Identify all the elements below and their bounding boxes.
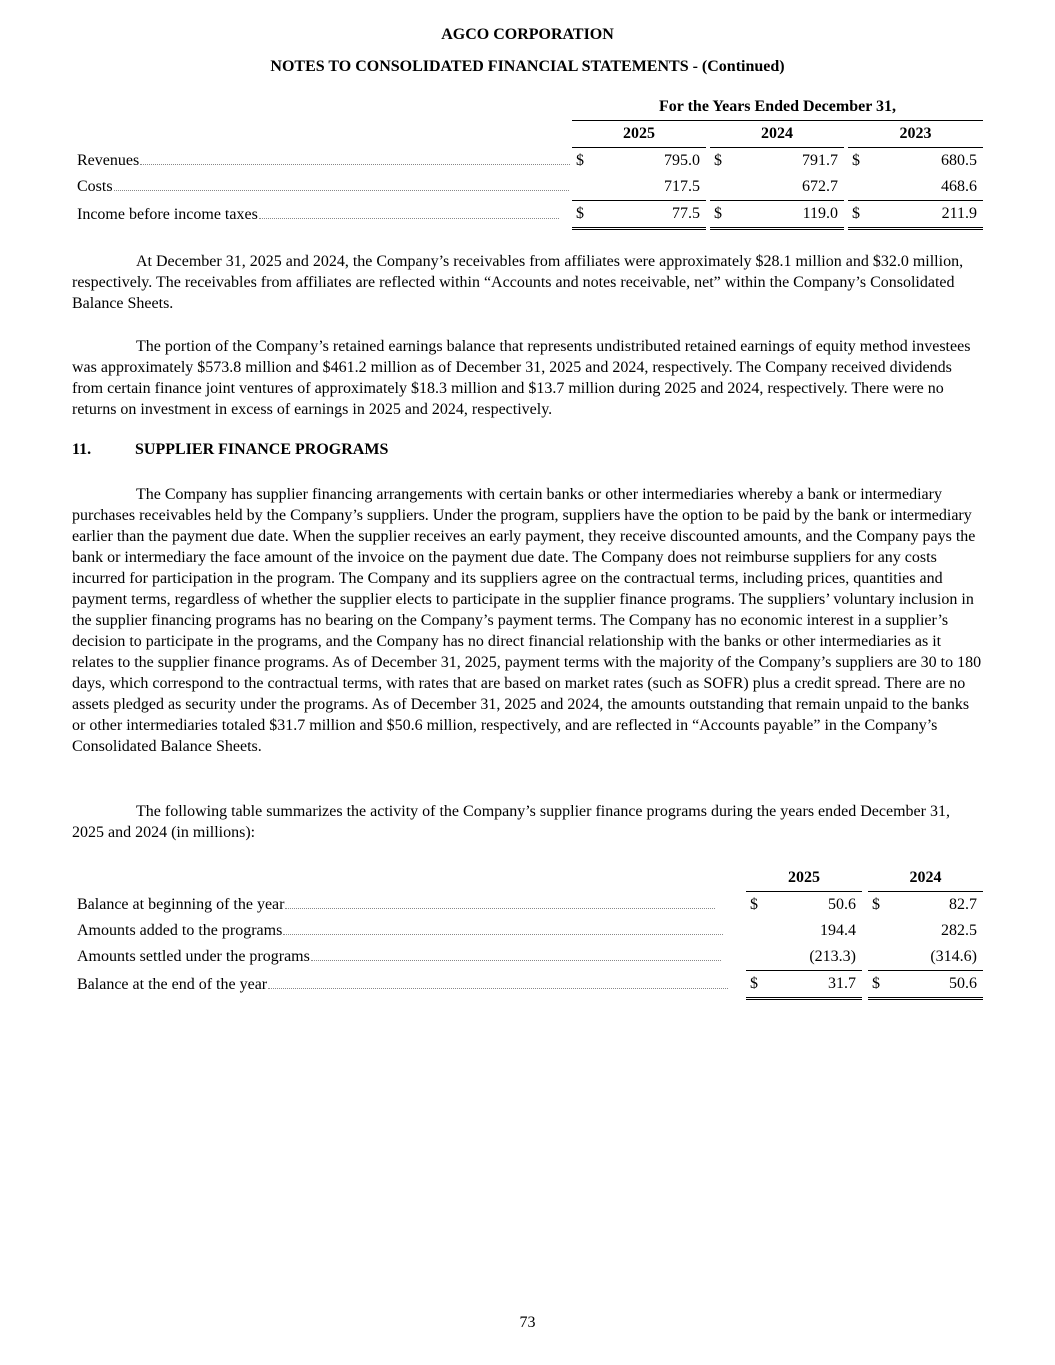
currency-symbol: $ bbox=[714, 152, 722, 169]
row-label: Revenues bbox=[77, 151, 140, 169]
cell-value: 795.0 bbox=[664, 152, 700, 169]
column-header-2024: 2024 bbox=[710, 121, 844, 148]
section-number: 11. bbox=[72, 441, 92, 458]
currency-symbol bbox=[746, 918, 768, 944]
currency-symbol bbox=[868, 918, 890, 944]
row-label: Balance at beginning of the year bbox=[77, 895, 285, 913]
cell-value: 82.7 bbox=[949, 896, 977, 913]
section-heading bbox=[72, 441, 388, 459]
cell-value: 211.9 bbox=[870, 201, 983, 229]
row-label: Amounts settled under the programs bbox=[77, 948, 310, 966]
currency-symbol bbox=[848, 174, 870, 201]
currency-symbol: $ bbox=[872, 896, 880, 913]
currency-symbol: $ bbox=[750, 896, 758, 913]
currency-symbol bbox=[746, 944, 768, 971]
table-row bbox=[72, 918, 983, 944]
table-row bbox=[72, 944, 983, 971]
cell-value: 791.7 bbox=[802, 152, 838, 169]
column-header-2024: 2024 bbox=[868, 865, 983, 892]
currency-symbol: $ bbox=[576, 152, 584, 169]
table-row bbox=[72, 174, 983, 201]
cell-value: 194.4 bbox=[820, 922, 856, 939]
investee-results-table bbox=[72, 94, 983, 230]
table-row bbox=[72, 148, 983, 175]
currency-symbol: $ bbox=[868, 971, 890, 999]
currency-symbol: $ bbox=[852, 152, 860, 169]
currency-symbol: $ bbox=[572, 201, 594, 229]
cell-value: 31.7 bbox=[768, 971, 862, 999]
cell-value: (213.3) bbox=[768, 944, 862, 971]
column-header-2025: 2025 bbox=[572, 121, 706, 148]
cell-value: 680.5 bbox=[941, 152, 977, 169]
column-header-2023: 2023 bbox=[848, 121, 983, 148]
row-label: Costs bbox=[77, 178, 113, 196]
section-title: SUPPLIER FINANCE PROGRAMS bbox=[135, 441, 389, 458]
currency-symbol bbox=[868, 944, 890, 971]
receivables-paragraph: At December 31, 2025 and 2024, the Company’s receivables from affiliates were approximately $28.1 million and $32.0 million, respectively. The receivables from affiliates are reflected within “Accounts and notes receivable, net” within the Company’s Consolidated Balance Sheets. bbox=[72, 253, 964, 312]
table-intro-paragraph: The following table summarizes the activity of the Company’s supplier finance programs during the years ended December 31, 2025 and 2024 (in millions): bbox=[72, 803, 950, 841]
page-number: 73 bbox=[519, 1314, 536, 1331]
row-label: Balance at the end of the year bbox=[77, 975, 268, 993]
company-name: AGCO CORPORATION bbox=[441, 26, 614, 43]
cell-value: (314.6) bbox=[890, 944, 983, 971]
currency-symbol bbox=[710, 174, 732, 201]
supplier-finance-paragraph: The Company has supplier financing arrangements with certain banks or other intermediaries whereby a bank or intermediary purchases receivables held by the Company’s suppliers. Under the program, suppliers have the option to be paid by the bank or intermediary earlier than the payment due date. When the supplier receives an early payment, they receive discounted amounts, and the Company pays the bank or intermediary the face amount of the invoice on the payment due date. The Company does not reimburse suppliers for any costs incurred for participation in the program. The Company and its suppliers agree on the contractual terms, including prices, quantities and payment terms, regardless of whether the supplier elects to participate in the supplier finance programs. The suppliers’ voluntary inclusion in the supplier financing programs has no bearing on the Company’s payment terms. The Company has no economic interest in a supplier’s decision to participate in the programs, and the Company has no direct financial relationship with the banks or other intermediaries as it relates to the supplier finance programs. As of December 31, 2025, payment terms with the majority of the Company’s suppliers are 30 to 180 days, which correspond to the contractual terms, with rates that are based on market rates (such as SOFR) plus a credit spread. There are no assets pledged as security under the programs. As of December 31, 2025 and 2024, the amounts outstanding that remain unpaid to the banks or other intermediaries totaled $31.7 million and $50.6 million, respectively, and are reflected in “Accounts payable” in the Company’s Consolidated Balance Sheets. bbox=[72, 486, 982, 755]
supplier-finance-activity-table bbox=[72, 865, 983, 1000]
row-label: Amounts added to the programs bbox=[77, 922, 283, 939]
cell-value: 282.5 bbox=[941, 922, 977, 939]
cell-value: 468.6 bbox=[870, 174, 983, 201]
cell-value: 77.5 bbox=[594, 201, 706, 229]
cell-value: 50.6 bbox=[828, 896, 856, 913]
period-header: For the Years Ended December 31, bbox=[659, 98, 896, 115]
column-header-2025: 2025 bbox=[746, 865, 862, 892]
document-subtitle: NOTES TO CONSOLIDATED FINANCIAL STATEMENTS - (Continued) bbox=[270, 58, 785, 75]
row-label: Income before income taxes bbox=[77, 205, 258, 223]
currency-symbol: $ bbox=[848, 201, 870, 229]
currency-symbol: $ bbox=[746, 971, 768, 999]
cell-value: 119.0 bbox=[732, 201, 844, 229]
table-row bbox=[72, 971, 983, 999]
table-row bbox=[72, 892, 983, 919]
retained-earnings-paragraph: The portion of the Company’s retained earnings balance that represents undistributed retained earnings of equity method investees was approximately $573.8 million and $461.2 million as of December 31, 2025 and 2024, respectively. The Company received dividends from certain finance joint ventures of approximately $18.3 million and $13.7 million during 2025 and 2024, respectively. There were no returns on investment in excess of earnings in 2025 and 2024, respectively. bbox=[72, 338, 971, 418]
cell-value: 672.7 bbox=[732, 174, 844, 201]
currency-symbol: $ bbox=[710, 201, 732, 229]
cell-value: 50.6 bbox=[890, 971, 983, 999]
currency-symbol bbox=[572, 174, 594, 201]
table-row bbox=[72, 201, 983, 229]
cell-value: 717.5 bbox=[594, 174, 706, 201]
